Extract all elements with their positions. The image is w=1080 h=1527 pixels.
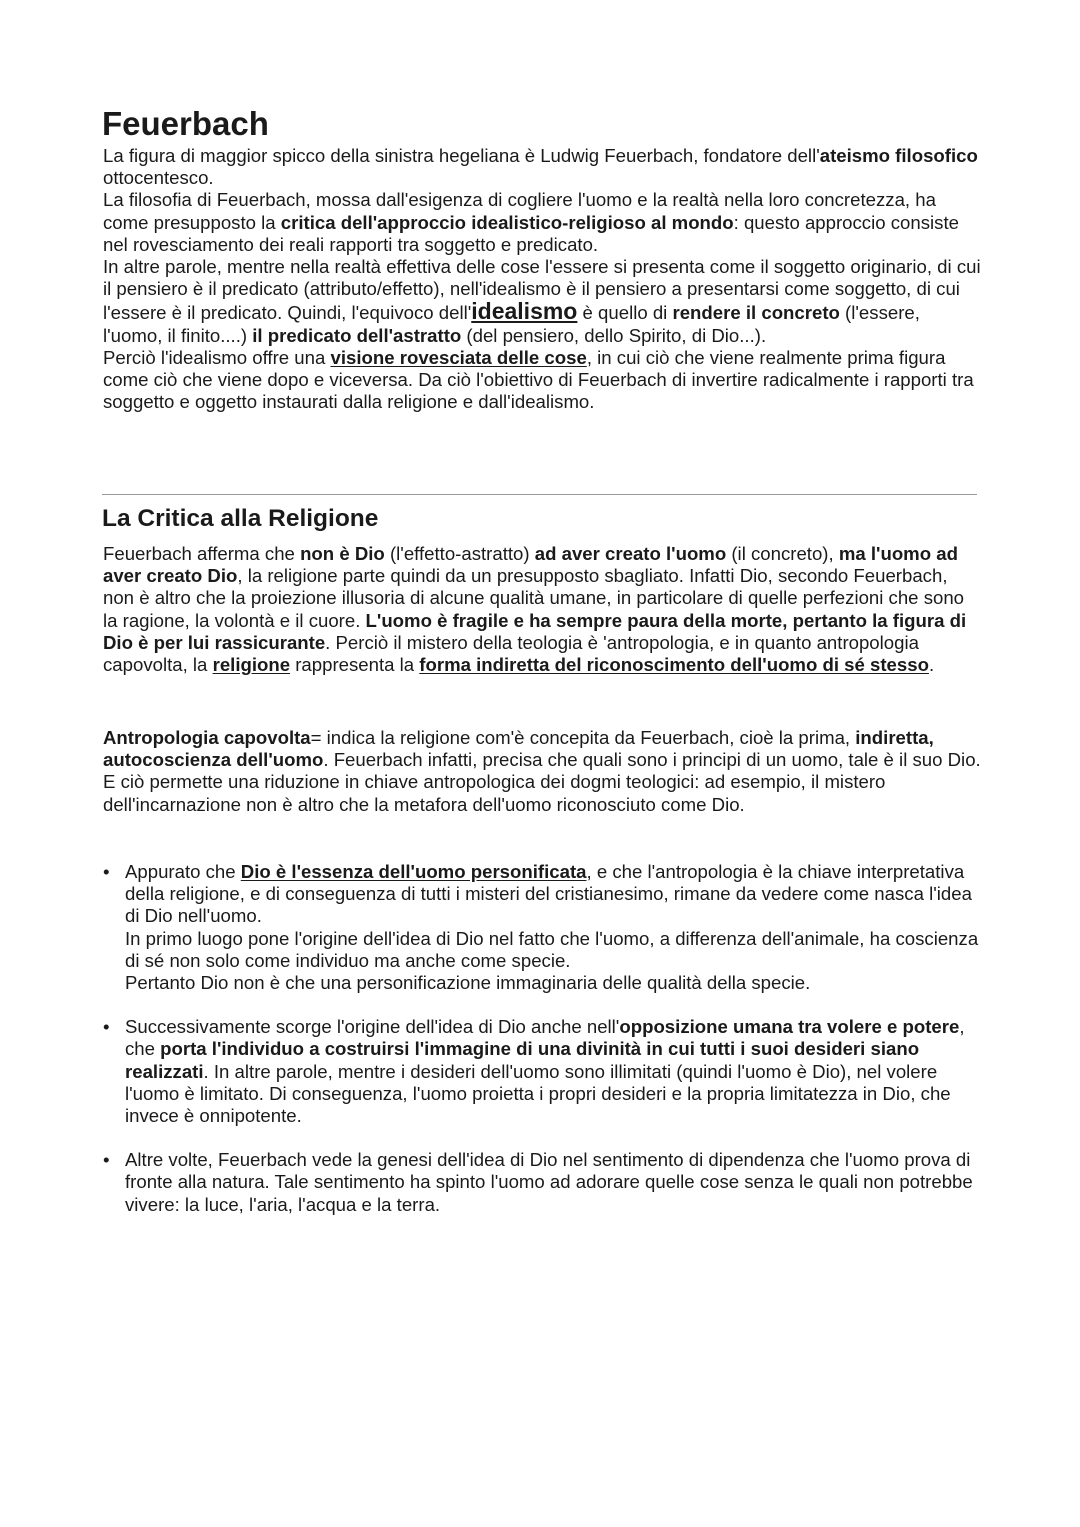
text-span: (l'essere, l'uomo, il finito....)	[103, 302, 920, 346]
text-span: (del pensiero, dello Spirito, di Dio...).	[461, 324, 767, 346]
text-span: , la religione parte quindi da un presupposto sbagliato. Infatti Dio, secondo Feuerbach, non è altro che la proiezione illusoria di alcune qualità umane, in particolare di quelle perfezioni che sono la ragione, la volontà e il cuore.	[103, 565, 965, 631]
text-span: = indica la religione com'è concepita da Feuerbach, cioè la prima,	[310, 727, 856, 748]
intro-paragraph-2	[103, 189, 983, 256]
bullet-dot: •	[103, 1149, 110, 1171]
section-divider	[102, 494, 977, 495]
text-span: . Perciò il mistero della teologia è 'antropologia, e in quanto antropologia capovolta, la	[103, 631, 919, 676]
text-span: rappresenta la	[290, 654, 420, 676]
section-title: La Critica alla Religione	[102, 505, 379, 532]
text-span: La figura di maggior spicco della sinistra hegeliana è Ludwig Feuerbach, fondatore dell'	[103, 145, 820, 166]
bullet-list	[103, 861, 983, 1238]
bold-term: porta l'individuo a costruirsi l'immagine di una divinità in cui tutti i suoi desideri siano realizzati	[125, 1038, 920, 1082]
intro-paragraph-1	[103, 145, 983, 189]
text-span: .	[928, 654, 935, 676]
text-span: , che	[125, 1016, 965, 1060]
text-span: (il concreto),	[726, 543, 839, 564]
text-span: : questo approccio consiste nel rovesciamento dei reali rapporti tra soggetto e predicato.	[103, 211, 959, 255]
bullet-item-1	[103, 861, 983, 994]
highlight-term: idealismo	[471, 298, 578, 325]
bullet-dot: •	[103, 1016, 110, 1038]
intro-paragraph-4	[103, 347, 983, 414]
text-span: La filosofia di Feuerbach, mossa dall'esigenza di cogliere l'uomo e la realtà nella loro concretezza, ha come presupposto la	[103, 189, 936, 233]
definition-term: Antropologia capovolta	[103, 727, 311, 748]
text-span: ottocentesco.	[103, 167, 214, 189]
bold-term: ma l'uomo ad aver creato Dio	[103, 543, 958, 587]
bullet-text: In primo luogo pone l'origine dell'idea di Dio nel fatto che l'uomo, a differenza dell'animale, ha coscienza di sé non solo come individuo ma anche come specie.	[125, 927, 979, 971]
text-span: è quello di	[577, 302, 673, 324]
bold-term: L'uomo è fragile e ha sempre paura della morte, pertanto la figura di Dio è per lui rassicurante	[103, 609, 967, 653]
bullet-text: Pertanto Dio non è che una personificazione immaginaria delle qualità della specie.	[125, 972, 811, 994]
text-span: , in cui ciò che viene realmente prima figura come ciò che viene dopo e viceversa. Da ciò l'obiettivo di Feuerbach di invertire radicalmente i rapporti tra soggetto e oggetto instaurati dalla religione e dall'idealismo.	[103, 346, 974, 413]
text-span: . Feuerbach infatti, precisa che quali sono i principi di un uomo, tale è il suo Dio. E ciò permette una riduzione in chiave antropologica dei dogmi teologici: ad esempio, il mistero dell'incarnazione non è altro che la metafora dell'uomo riconosciuto come Dio.	[103, 749, 981, 815]
bold-term: ateismo filosofico	[819, 145, 978, 166]
bold-term: il predicato dell'astratto	[252, 324, 462, 346]
page-title: Feuerbach	[102, 105, 269, 142]
antropologia-paragraph	[103, 727, 983, 816]
intro-paragraph-3	[103, 256, 983, 347]
bold-term: ad aver creato l'uomo	[534, 543, 727, 564]
text-span: , e che l'antropologia è la chiave interpretativa della religione, e di conseguenza di tutti i misteri del cristianesimo, rimane da vedere come nasca l'idea di Dio nell'uomo.	[125, 861, 972, 927]
bold-term: indiretta, autocoscienza dell'uomo	[103, 727, 934, 771]
bullet-item-3	[103, 1149, 983, 1216]
text-span: Successivamente scorge l'origine dell'idea di Dio anche nell'	[125, 1016, 620, 1038]
text-span: Appurato che	[125, 861, 241, 882]
text-span: Perciò l'idealismo offre una	[103, 346, 331, 368]
bold-term: non è Dio	[300, 543, 385, 564]
bullet-text: Altre volte, Feuerbach vede la genesi dell'idea di Dio nel sentimento di dipendenza che l'uomo prova di fronte alla natura. Tale sentimento ha spinto l'uomo ad adorare quelle cose senza le quali non potrebbe vivere: la luce, l'aria, l'acqua e la terra.	[125, 1149, 973, 1215]
text-span: . In altre parole, mentre i desideri dell'uomo sono illimitati (quindi l'uomo è Dio), nel volere l'uomo è limitato. Di conseguenza, l'uomo proietta i propri desideri e la propria limitatezza in Dio, che invece è onnipotente.	[125, 1060, 951, 1127]
underlined-term: Dio è l'essenza dell'uomo personificata	[240, 861, 587, 882]
text-span: In altre parole, mentre nella realtà effettiva delle cose l'essere si presenta come il soggetto originario, di cui il pensiero è il predicato (attributo/effetto), nell'idealismo è il pensiero a presentarsi come soggetto, di cui l'essere è il predicato. Quindi, l'equivoco dell'	[103, 256, 981, 324]
bullet-dot: •	[103, 861, 110, 882]
underlined-term: forma indiretta del riconoscimento dell'uomo di sé stesso	[419, 654, 929, 676]
underlined-term: visione rovesciata delle cose	[330, 346, 587, 368]
text-span: Feuerbach afferma che	[103, 543, 301, 564]
bold-term: critica dell'approccio idealistico-religioso al mondo	[280, 211, 734, 233]
bold-term: opposizione umana tra volere e potere	[619, 1016, 960, 1038]
bullet-item-2	[103, 1016, 983, 1127]
bold-term: rendere il concreto	[672, 302, 840, 324]
underlined-term: religione	[212, 654, 291, 676]
critica-paragraph	[103, 543, 983, 676]
text-span: (l'effetto-astratto)	[384, 543, 535, 564]
intro-section	[103, 145, 983, 413]
